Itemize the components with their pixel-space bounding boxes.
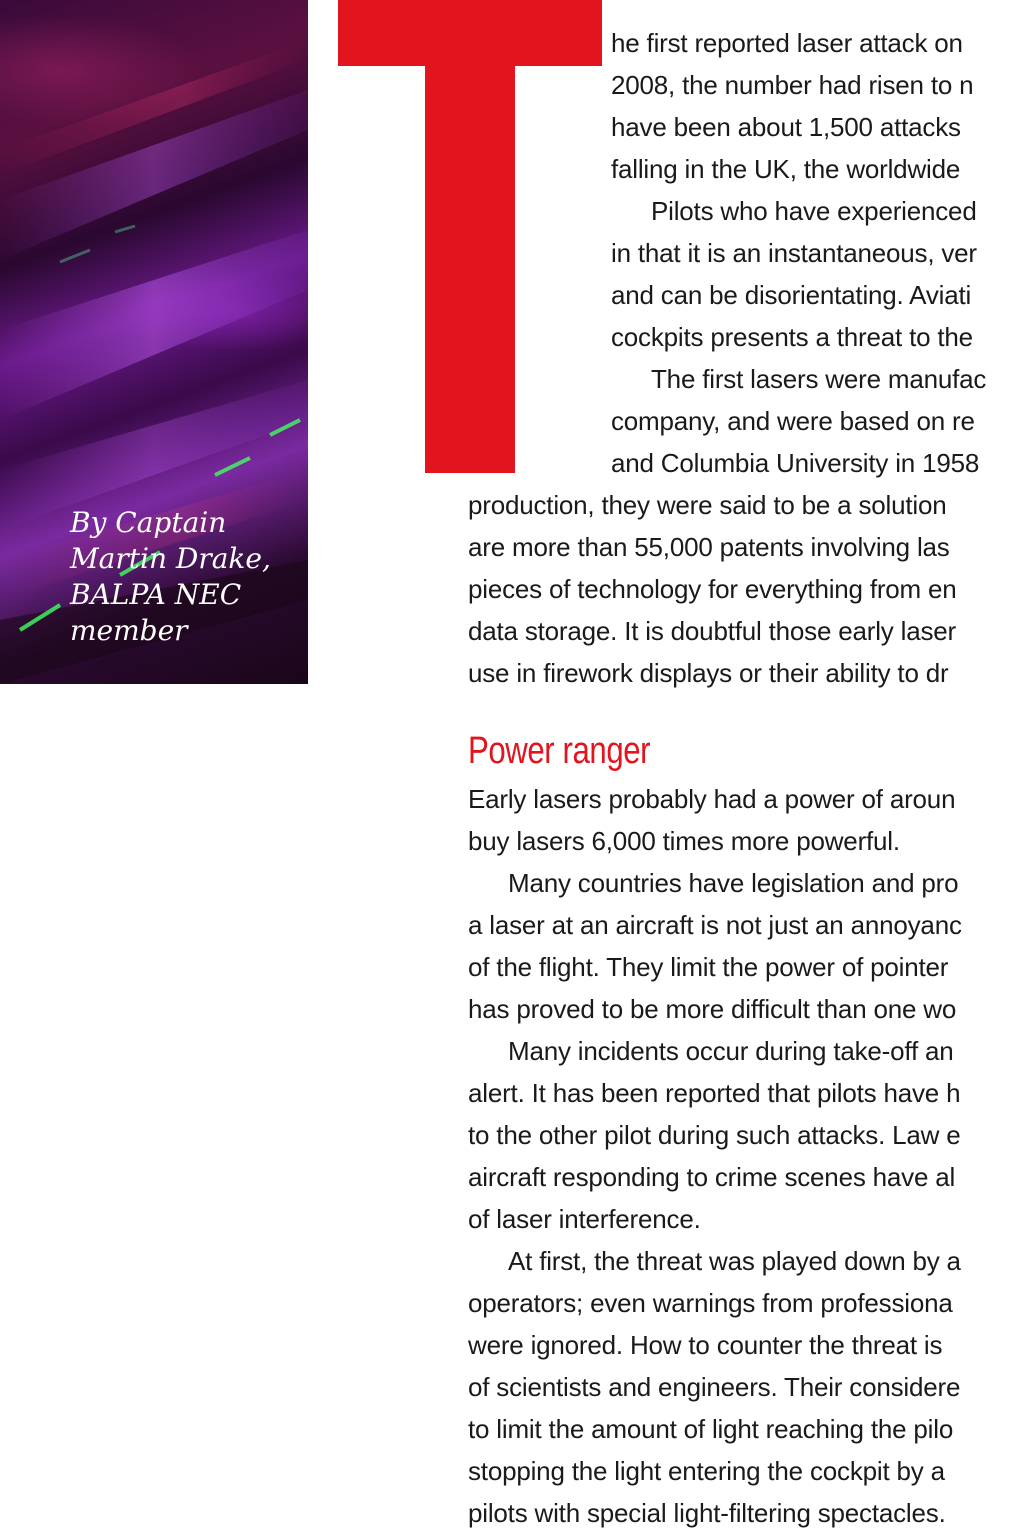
body-line: company, and were based on re <box>611 406 975 436</box>
body-line: 2008, the number had risen to n <box>611 70 974 100</box>
byline-line: Martin Drake, <box>70 542 271 575</box>
body-line: cockpits presents a threat to the <box>611 322 973 352</box>
body-line: to the other pilot during such attacks. Law e <box>468 1120 961 1150</box>
body-line: Many countries have legislation and pro <box>508 868 959 898</box>
body-line: buy lasers 6,000 times more powerful. <box>468 826 900 856</box>
body-line: The first lasers were manufac <box>651 364 987 394</box>
body-line: aircraft responding to crime scenes have al <box>468 1162 956 1192</box>
byline-line: By Captain <box>70 506 227 539</box>
body-line: stopping the light entering the cockpit by a <box>468 1456 945 1486</box>
body-line: Early lasers probably had a power of aroun <box>468 784 956 814</box>
body-line: Many incidents occur during take-off an <box>508 1036 954 1066</box>
body-line: of laser interference. <box>468 1204 701 1234</box>
body-line: and Columbia University in 1958 <box>611 448 980 478</box>
body-line: and can be disorientating. Aviati <box>611 280 972 310</box>
body-line: production, they were said to be a solution <box>468 490 947 520</box>
body-line: are more than 55,000 patents involving las <box>468 532 950 562</box>
body-line: in that it is an instantaneous, ver <box>611 238 977 268</box>
body-line: use in firework displays or their ability to dr <box>468 658 949 688</box>
body-line: pilots with special light-filtering spectacles. <box>468 1498 946 1528</box>
body-line: has proved to be more difficult than one wo <box>468 994 957 1024</box>
body-line: were ignored. How to counter the threat is <box>468 1330 943 1360</box>
body-line: At first, the threat was played down by a <box>508 1246 961 1276</box>
body-line: of scientists and engineers. Their considere <box>468 1372 961 1402</box>
byline-line: member <box>70 614 188 647</box>
body-line: Pilots who have experienced <box>651 196 977 226</box>
body-line: alert. It has been reported that pilots have h <box>468 1078 961 1108</box>
byline-line: BALPA NEC <box>70 578 242 611</box>
body-line: falling in the UK, the worldwide <box>611 154 961 184</box>
body-line: he first reported laser attack on <box>611 28 963 58</box>
body-line: operators; even warnings from professiona <box>468 1288 953 1318</box>
body-line: to limit the amount of light reaching the pilo <box>468 1414 954 1444</box>
body-line: have been about 1,500 attacks <box>611 112 961 142</box>
body-line: pieces of technology for everything from en <box>468 574 957 604</box>
body-line: of the flight. They limit the power of pointer <box>468 952 949 982</box>
section-heading: Power ranger <box>468 730 651 772</box>
body-line: data storage. It is doubtful those early laser <box>468 616 956 646</box>
body-line: a laser at an aircraft is not just an annoyanc <box>468 910 962 940</box>
